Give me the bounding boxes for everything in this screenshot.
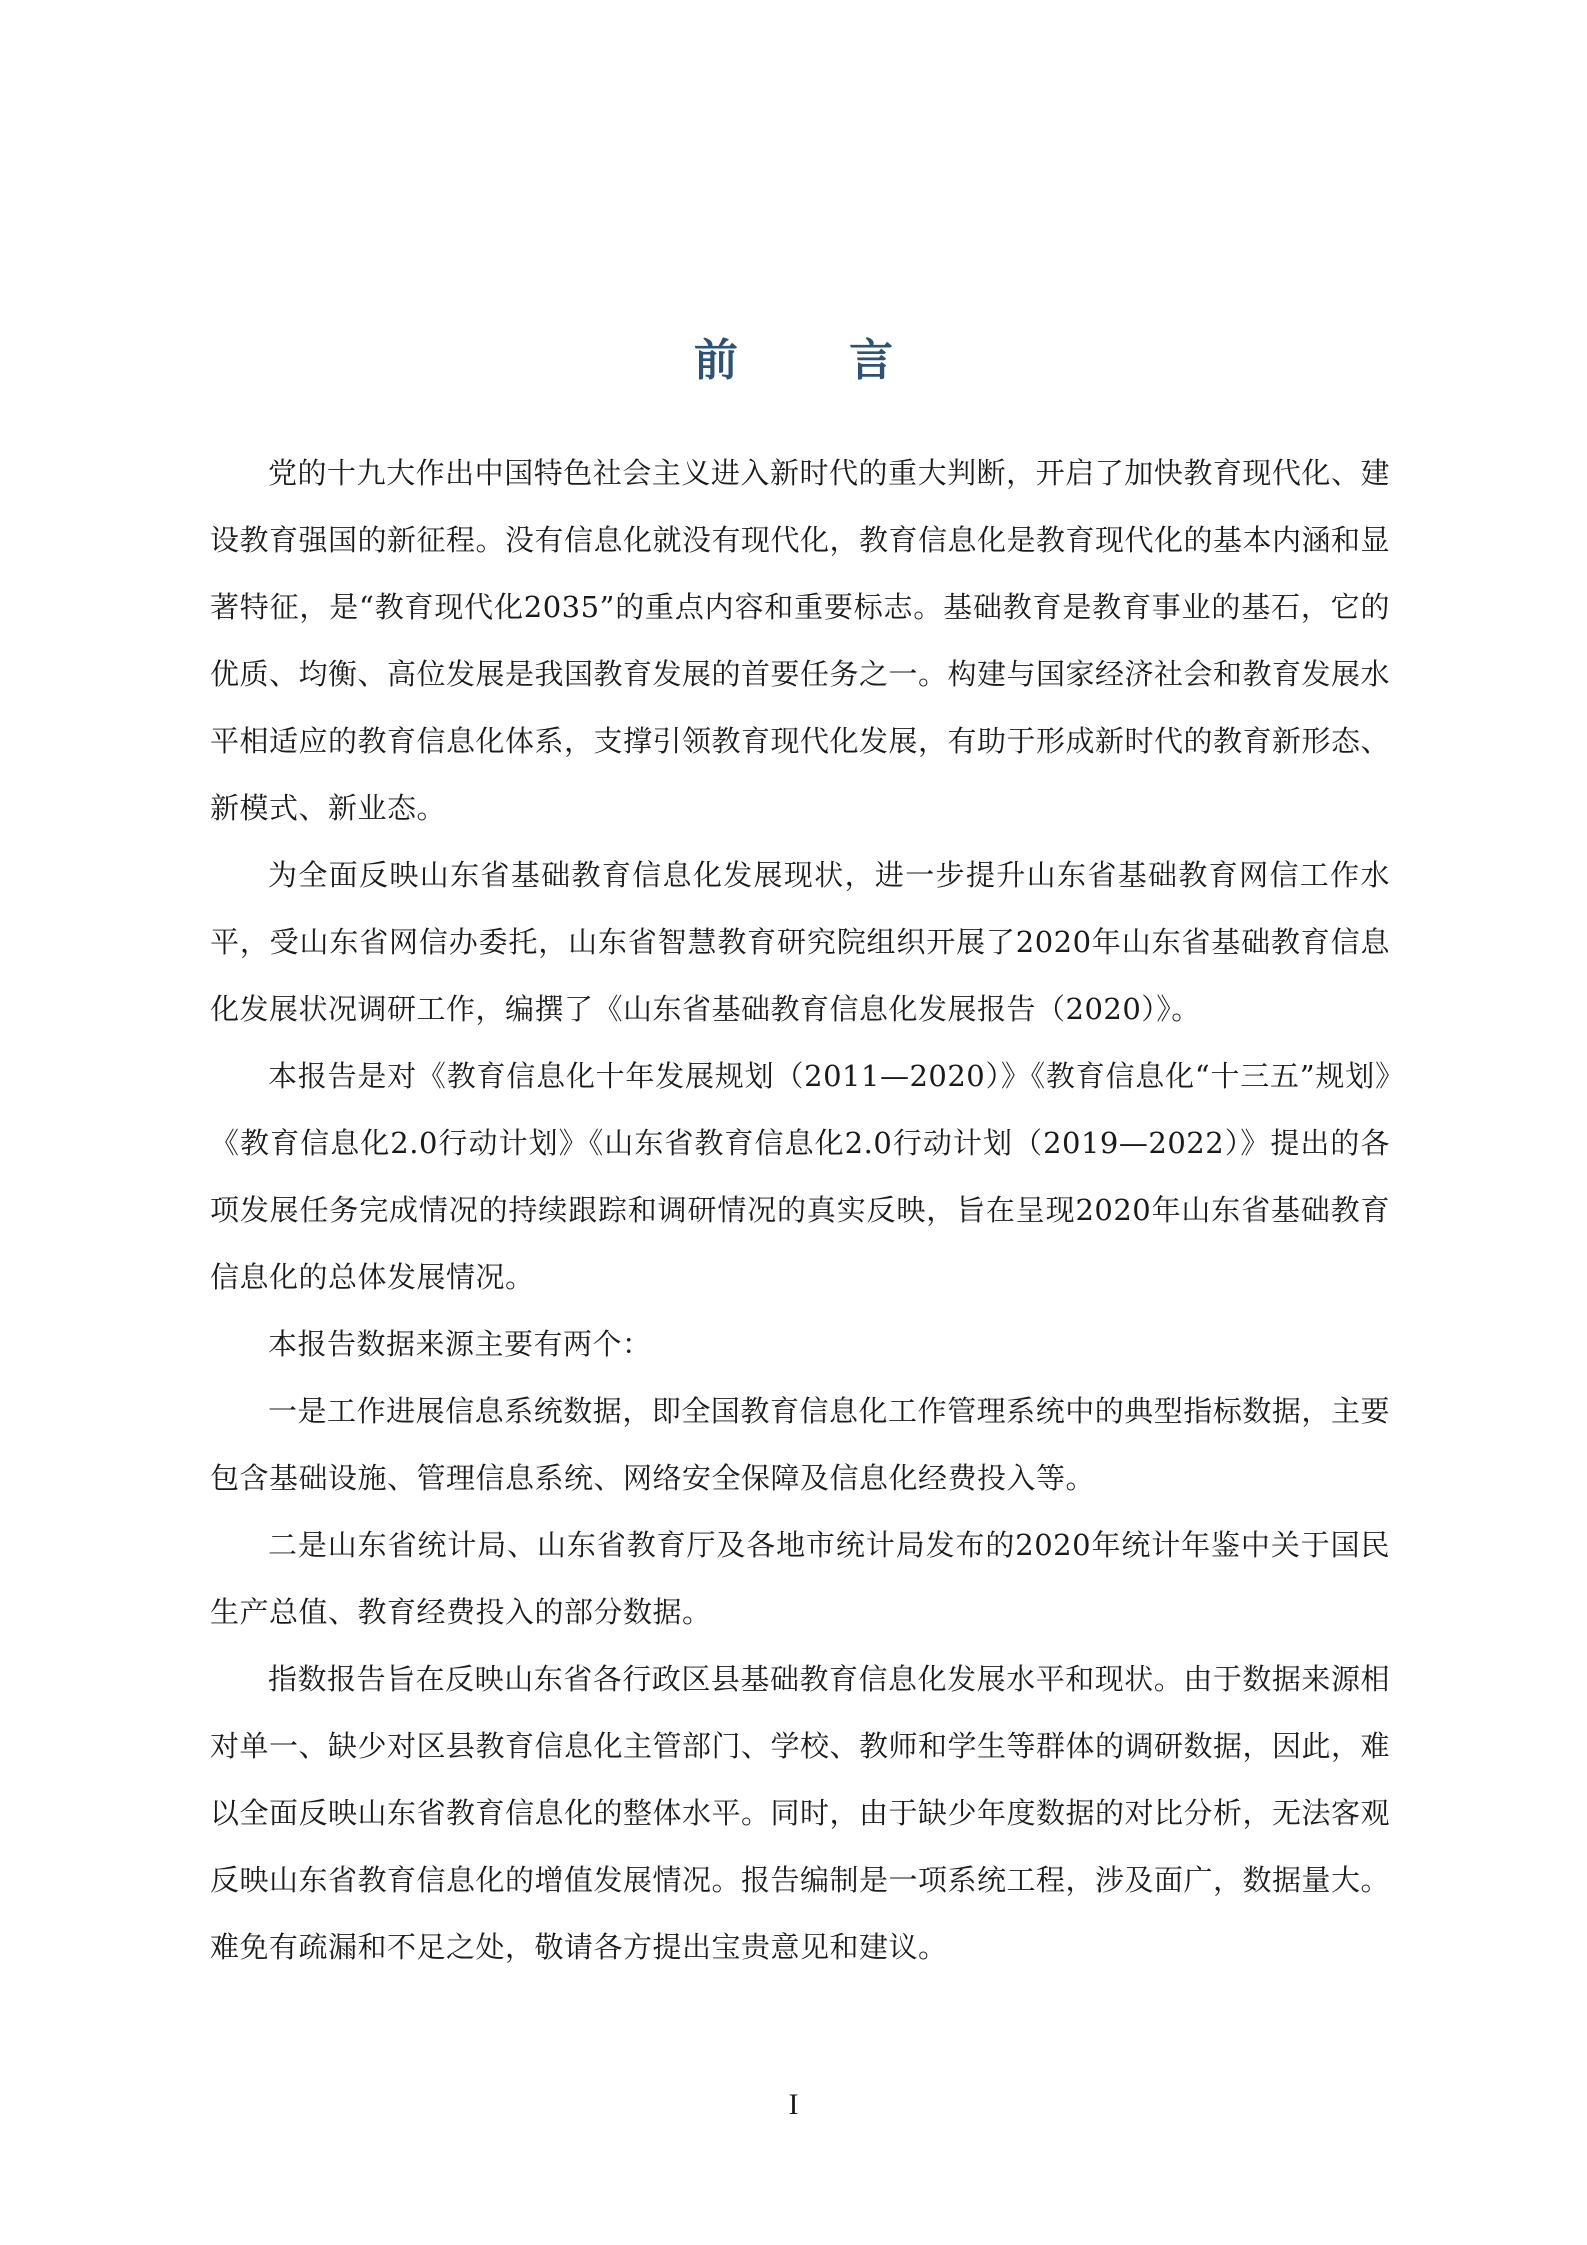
preface-body xyxy=(210,440,1390,1981)
paragraph: 党的十九大作出中国特色社会主义进入新时代的重大判断，开启了加快教育现代化、建设教育强国的新征程。没有信息化就没有现代化，教育信息化是教育现代化的基本内涵和显著特征，是“教育现代化2035”的重点内容和重要标志。基础教育是教育事业的基石，它的优质、均衡、高位发展是我国教育发展的首要任务之一。构建与国家经济社会和教育发展水平相适应的教育信息化体系，支撑引领教育现代化发展，有助于形成新时代的教育新形态、新模式、新业态。 xyxy=(210,456,1391,825)
paragraph: 指数报告旨在反映山东省各行政区县基础教育信息化发展水平和现状。由于数据来源相对单一、缺少对区县教育信息化主管部门、学校、教师和学生等群体的调研数据，因此，难以全面反映山东省教育信息化的整体水平。同时，由于缺少年度数据的对比分析，无法客观反映山东省教育信息化的增值发展情况。报告编制是一项系统工程，涉及面广，数据量大。难免有疏漏和不足之处，敬请各方提出宝贵意见和建议。 xyxy=(210,1662,1391,1964)
paragraph: 本报告数据来源主要有两个： xyxy=(268,1327,652,1361)
paragraph: 一是工作进展信息系统数据，即全国教育信息化工作管理系统中的典型指标数据，主要包含基础设施、管理信息系统、网络安全保障及信息化经费投入等。 xyxy=(210,1394,1390,1495)
paragraph: 本报告是对《教育信息化十年发展规划（2011—2020）》《教育信息化“十三五”规划》《教育信息化2.0行动计划》《山东省教育信息化2.0行动计划（2019—2022）》提出的各项发展任务完成情况的持续跟踪和调研情况的真实反映，旨在呈现2020年山东省基础教育信息化的总体发展情况。 xyxy=(210,1059,1390,1294)
page-title: 前 言 xyxy=(693,335,942,387)
paragraph: 二是山东省统计局、山东省教育厅及各地市统计局发布的2020年统计年鉴中关于国民生产总值、教育经费投入的部分数据。 xyxy=(210,1528,1390,1629)
paragraph: 为全面反映山东省基础教育信息化发展现状，进一步提升山东省基础教育网信工作水平，受山东省网信办委托，山东省智慧教育研究院组织开展了2020年山东省基础教育信息化发展状况调研工作，编撰了《山东省基础教育信息化发展报告（2020）》。 xyxy=(210,858,1390,1026)
page-number: I xyxy=(788,2088,799,2121)
